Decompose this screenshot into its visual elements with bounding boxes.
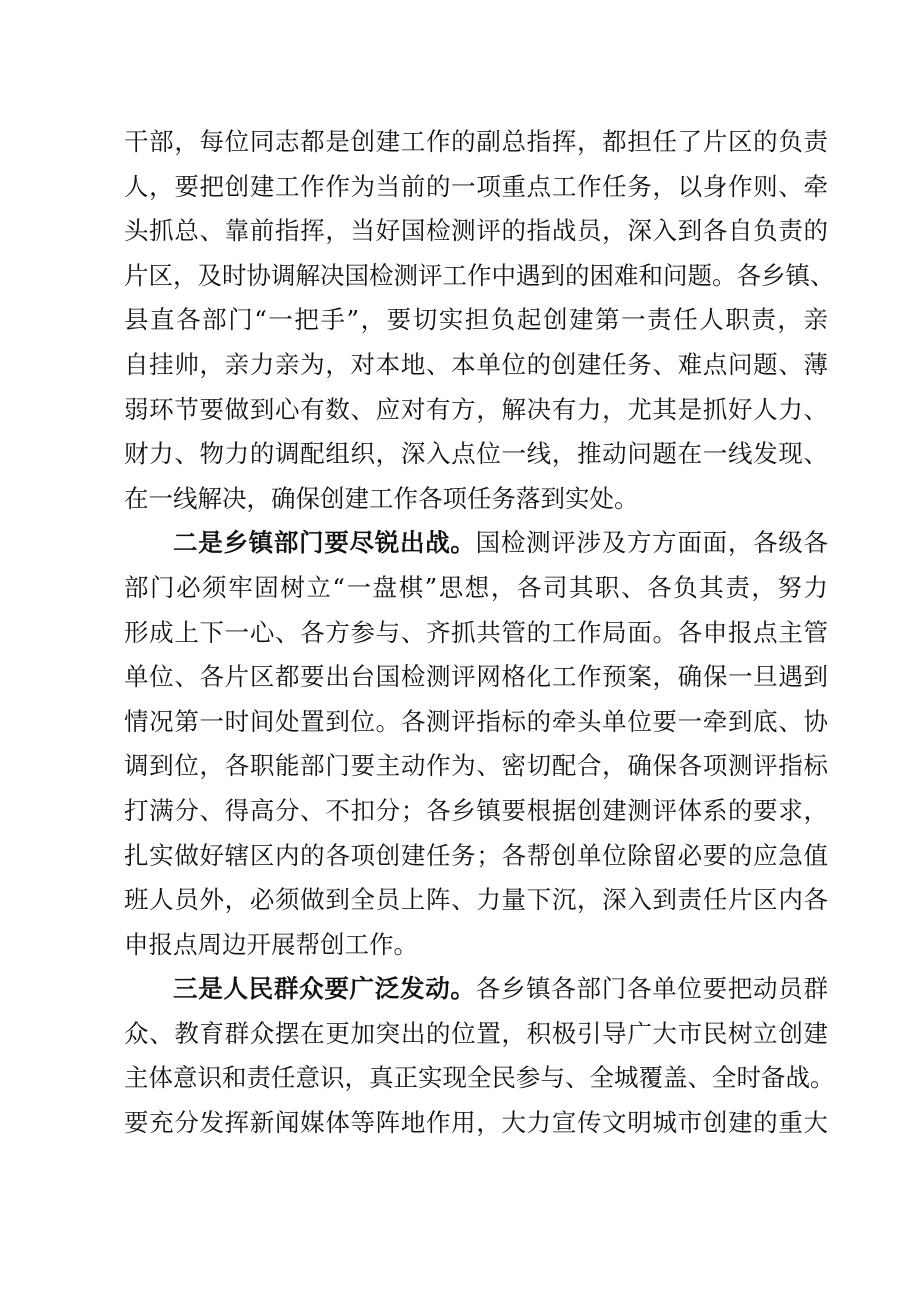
text-line: 要充分发挥新闻媒体等阵地作用，大力宣传文明城市创建的重大: [124, 1108, 828, 1138]
paragraph-lead-heading: 三是人民群众要广泛发动。: [173, 974, 476, 1004]
paragraph-first-line: [124, 521, 828, 566]
text-line: 人，要把创建工作作为当前的一项重点工作任务，以身作则、牵: [124, 171, 828, 201]
text-line: 自挂帅，亲力亲为，对本地、本单位的创建任务、难点问题、薄: [124, 349, 828, 379]
text-line: 主体意识和责任意识，真正实现全民参与、全城覆盖、全时备战。: [124, 1063, 835, 1093]
document-page: [124, 120, 835, 1146]
text-line: 在一线解决，确保创建工作各项任务落到实处。: [124, 483, 639, 513]
text-line: 头抓总、靠前指挥，当好国检测评的指战员，深入到各自负责的: [124, 216, 828, 246]
paragraph-first-line-text: 国检测评涉及方方面面，各级各: [475, 528, 828, 558]
text-line: 县直各部门“一把手”，要切实担负起创建第一责任人职责，亲: [124, 305, 828, 335]
text-line: 形成上下一心、各方参与、齐抓共管的工作局面。各申报点主管: [124, 617, 828, 647]
text-line: 扎实做好辖区内的各项创建任务；各帮创单位除留必要的应急值: [124, 840, 828, 870]
text-line: 财力、物力的调配组织，深入点位一线，推动问题在一线发现、: [124, 439, 828, 469]
text-line: 班人员外，必须做到全员上阵、力量下沉，深入到责任片区内各: [124, 885, 828, 915]
paragraph-lead-heading: 二是乡镇部门要尽锐出战。: [173, 528, 476, 558]
text-line: 干部，每位同志都是创建工作的副总指挥，都担任了片区的负责: [124, 127, 828, 156]
paragraph-first-line: [124, 967, 828, 1012]
text-line: 部门必须牢固树立“一盘棋”思想，各司其职、各负其责，努力: [124, 572, 828, 602]
text-line: 申报点周边开展帮创工作。: [124, 929, 418, 959]
paragraph-mobilize-public: [124, 967, 835, 1145]
text-line: 情况第一时间处置到位。各测评指标的牵头单位要一牵到底、协: [124, 706, 828, 736]
text-line: 片区，及时协调解决国检测评工作中遇到的困难和问题。各乡镇、: [124, 260, 835, 290]
paragraph-first-line-text: 各乡镇各部门各单位要把动员群: [475, 974, 828, 1004]
text-line: 众、教育群众摆在更加突出的位置，积极引导广大市民树立创建: [124, 1018, 828, 1048]
paragraph-leadership-duty: [124, 120, 835, 521]
paragraph-departments-all-out: [124, 521, 828, 967]
text-line: 单位、各片区都要出台国检测评网格化工作预案，确保一旦遇到: [124, 662, 828, 692]
text-line: 调到位，各职能部门要主动作为、密切配合，确保各项测评指标: [124, 751, 828, 781]
text-line: 弱环节要做到心有数、应对有方，解决有力，尤其是抓好人力、: [124, 394, 828, 424]
text-line: 打满分、得高分、不扣分；各乡镇要根据创建测评体系的要求，: [124, 795, 828, 825]
